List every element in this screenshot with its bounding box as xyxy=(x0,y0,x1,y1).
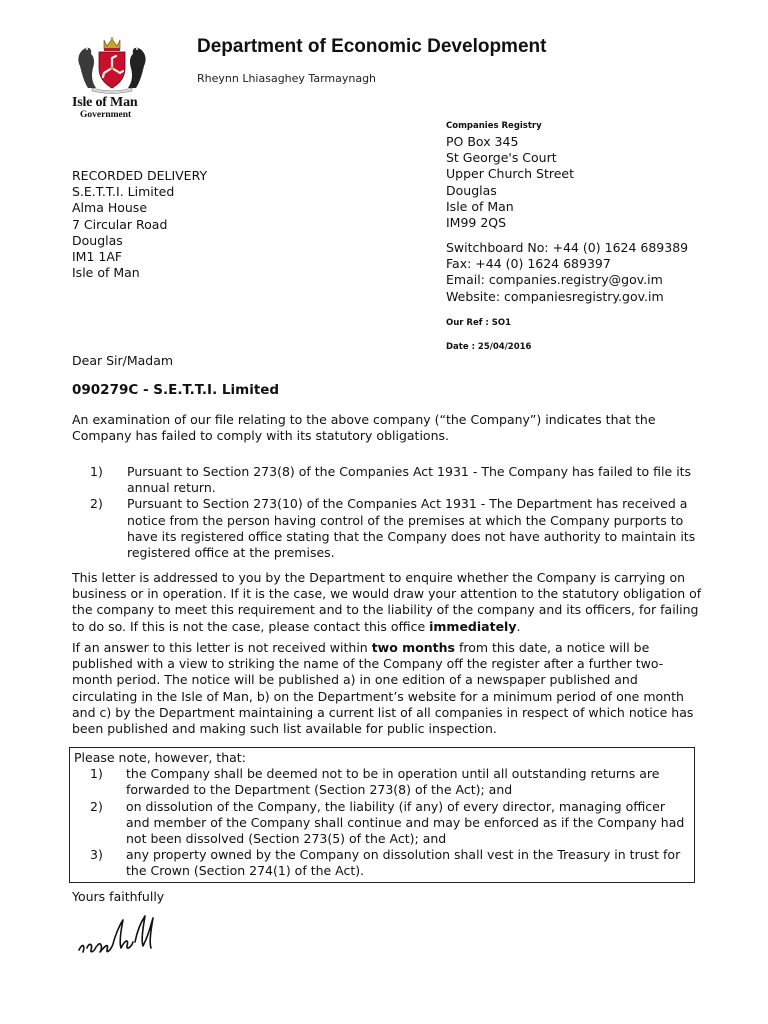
brand-name: Isle of Man xyxy=(72,95,138,110)
important-note-box xyxy=(69,747,695,883)
notice-text-start: If an answer to this letter is not received within xyxy=(72,640,372,655)
note-item-number: 3) xyxy=(90,847,103,863)
note-item-text: any property owned by the Company on dissolution shall vest in the Treasury in trust for the Crown (Section 274(1) of the Act). xyxy=(126,847,681,879)
registry-address xyxy=(446,134,574,231)
note-item-number: 1) xyxy=(90,766,103,782)
letter-date: Date : 25/04/2016 xyxy=(446,342,532,352)
note-item xyxy=(74,847,690,879)
salutation: Dear Sir/Madam xyxy=(72,353,174,368)
recipient-line: Isle of Man xyxy=(72,265,140,281)
list-item xyxy=(72,464,702,496)
notice-emphasis: two months xyxy=(371,640,455,655)
recipient-line: Douglas xyxy=(72,232,123,248)
website-address: Website: companiesregistry.gov.im xyxy=(446,288,664,304)
letter-subject: 090279C - S.E.T.T.I. Limited xyxy=(72,382,280,398)
list-item-number: 1) xyxy=(90,464,103,479)
note-item xyxy=(74,799,690,848)
list-item-text: Pursuant to Section 273(10) of the Companies Act 1931 - The Department has received a notice from the person having control of the premises at which the Company purports to have its registered office stating that the Company does not have authority to maintain its registered office at the premises. xyxy=(127,496,696,561)
registry-address-line: St George's Court xyxy=(446,150,557,166)
our-reference: Our Ref : SO1 xyxy=(446,318,512,328)
registry-address-line: PO Box 345 xyxy=(446,134,519,149)
note-item-number: 2) xyxy=(90,798,103,814)
registry-contacts xyxy=(446,240,688,305)
registry-address-line: IM99 2QS xyxy=(446,215,507,231)
note-item-text: the Company shall be deemed not to be in operation until all outstanding returns are forwarded to the Department (Section 273(8) of the Act); and xyxy=(126,766,660,798)
list-item-text: Pursuant to Section 273(8) of the Companies Act 1931 - The Company has failed to file its annual return. xyxy=(127,464,692,496)
switchboard-number: Switchboard No: +44 (0) 1624 689389 xyxy=(446,240,689,255)
failure-list xyxy=(72,464,702,561)
enquiry-emphasis: immediately xyxy=(429,618,517,634)
intro-paragraph: An examination of our file relating to the above company (“the Company”) indicates that the Company has failed to comply with its statutory obligations. xyxy=(72,412,656,444)
registry-address-line: Upper Church Street xyxy=(446,166,575,182)
department-title: Department of Economic Development xyxy=(197,36,547,57)
enquiry-paragraph xyxy=(72,570,702,635)
list-item-number: 2) xyxy=(90,496,103,512)
fax-number: Fax: +44 (0) 1624 689397 xyxy=(446,256,611,272)
notice-paragraph xyxy=(72,640,702,737)
recipient-line: 7 Circular Road xyxy=(72,216,168,232)
registry-heading: Companies Registry xyxy=(446,121,542,131)
recipient-line: Alma House xyxy=(72,200,148,216)
enquiry-end: . xyxy=(516,618,521,634)
isle-of-man-crest-icon xyxy=(72,36,152,94)
registry-address-line: Isle of Man xyxy=(446,198,514,214)
recipient-line: IM1 1AF xyxy=(72,249,123,265)
signature-image xyxy=(75,912,195,960)
recipient-line: S.E.T.T.I. Limited xyxy=(72,184,175,200)
email-address: Email: companies.registry@gov.im xyxy=(446,272,663,288)
recipient-address xyxy=(72,168,207,281)
list-item xyxy=(72,496,702,561)
notice-text-rest: from this date, a notice will be published with a view to striking the name of the Company off the register after a further two-month period. The notice will be published a) in one edition of a newspaper published and circulating in the Isle of Man, b) on the Department’s website for a minimum period of one month and c) by the Department maintaining a current list of all companies in respect of which notice has been published and making such list available for public inspection. xyxy=(72,640,694,737)
note-item-text: on dissolution of the Company, the liability (if any) of every director, managing officer and member of the Company shall continue and may be enforced as if the Company had not been dissolved (Section 273(5) of the Act); and xyxy=(126,798,685,847)
enquiry-text: This letter is addressed to you by the Department to enquire whether the Company is carrying on business or in operation. If it is the case, we would draw your attention to the statutory obligation of the company to meet this requirement and to the liability of the company and its officers, for failing to do so. If this is not the case, please contact this office xyxy=(72,570,702,634)
recipient-line: RECORDED DELIVERY xyxy=(72,168,208,183)
department-manx-name: Rheynn Lhiasaghey Tarmaynagh xyxy=(197,72,377,85)
note-item xyxy=(74,766,690,798)
note-heading: Please note, however, that: xyxy=(74,750,246,765)
registry-address-line: Douglas xyxy=(446,182,497,198)
closing: Yours faithfully xyxy=(72,889,165,904)
brand-subtitle: Government xyxy=(80,110,132,120)
